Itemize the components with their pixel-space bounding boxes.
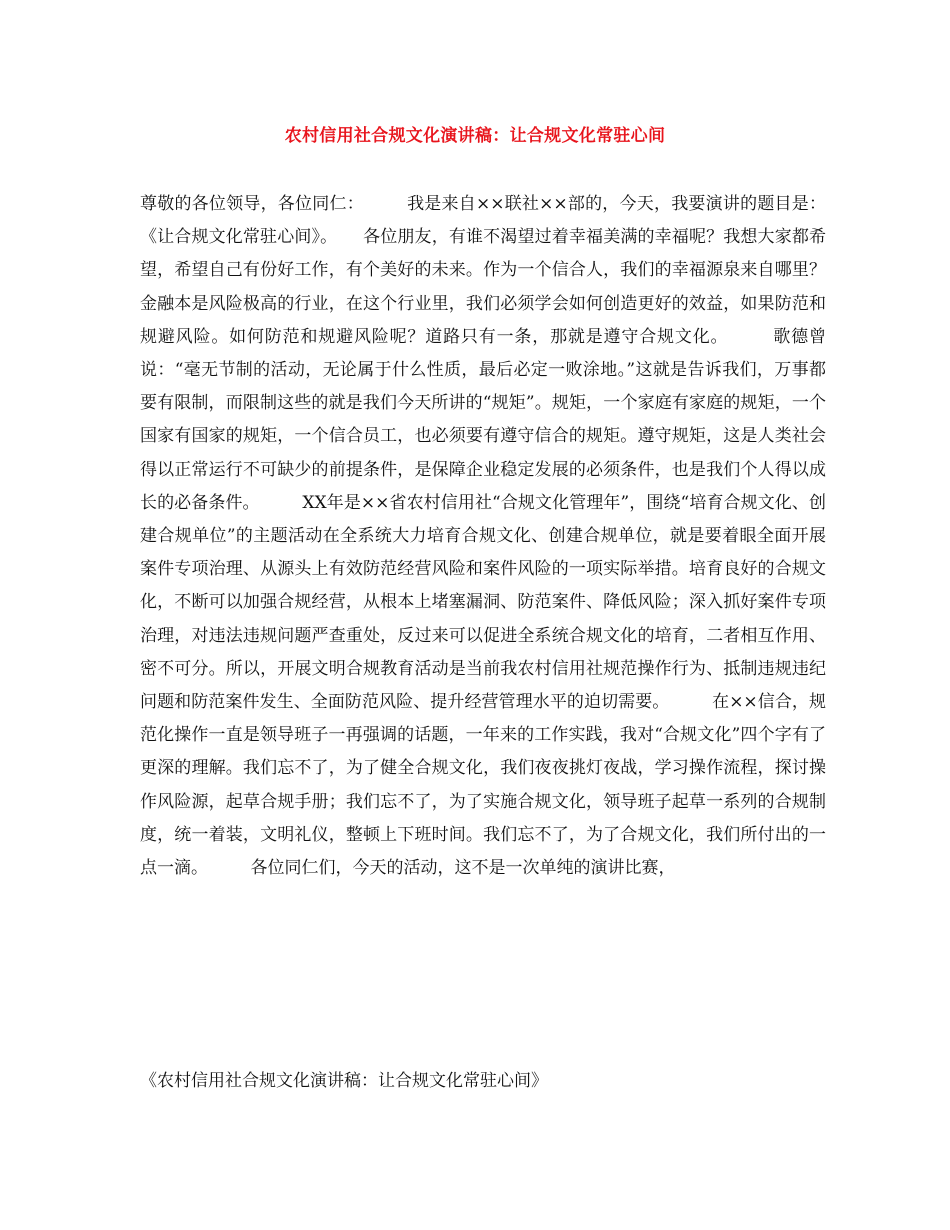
document-closing-line: 《农村信用社合规文化演讲稿：让合规文化常驻心间》 bbox=[140, 1071, 548, 1091]
document-title: 农村信用社合规文化演讲稿：让合规文化常驻心间 bbox=[284, 126, 666, 146]
speech-body-text: 尊敬的各位领导，各位同仁： 我是来自××联社××部的，今天，我要演讲的题目是：《让合规文化常驻心间》。 各位朋友，有谁不渴望过着幸福美满的幸福呢？我想大家都希望，希望自己有份好工作，有个美好的未来。作为一个信合人，我们的幸福源泉来自哪里？金融本是风险极高的行业，在这个行业里，我们必须学会如何创造更好的效益，如果防范和规避风险。如何防范和规避风险呢？道路只有一条，那就是遵守合规文化。 歌德曾说：“毫无节制的活动，无论属于什么性质，最后必定一败涂地。”这就是告诉我们，万事都要有限制，而限制这些的就是我们今天所讲的“规矩”。规矩，一个家庭有家庭的规矩，一个国家有国家的规矩，一个信合员工，也必须要有遵守信合的规矩。遵守规矩，这是人类社会得以正常运行不可缺少的前提条件，是保障企业稳定发展的必须条件，也是我们个人得以成长的必备条件。 XX年是××省农村信用社“合规文化管理年”，围绕“培育合规文化、创建合规单位”的主题活动在全系统大力培育合规文化、创建合规单位，就是要着眼全面开展案件专项治理、从源头上有效防范经营风险和案件风险的一项实际举措。培育良好的合规文化，不断可以加强合规经营，从根本上堵塞漏洞、防范案件、降低风险；深入抓好案件专项治理，对违法违规问题严查重处，反过来可以促进全系统合规文化的培育，二者相互作用、密不可分。所以，开展文明合规教育活动是当前我农村信用社规范操作行为、抵制违规违纪问题和防范案件发生、全面防范风险、提升经营管理水平的迫切需要。 在××信合，规范化操作一直是领导班子一再强调的话题，一年来的工作实践，我对“合规文化”四个字有了更深的理解。我们忘不了，为了健全合规文化，我们夜夜挑灯夜战，学习操作流程，探讨操作风险源，起草合规手册；我们忘不了，为了实施合规文化，领导班子起草一系列的合规制度，统一着装，文明礼仪，整顿上下班时间。我们忘不了，为了合规文化，我们所付出的一点一滴。 各位同仁们，今天的活动，这不是一次单纯的演讲比赛， bbox=[140, 194, 826, 879]
